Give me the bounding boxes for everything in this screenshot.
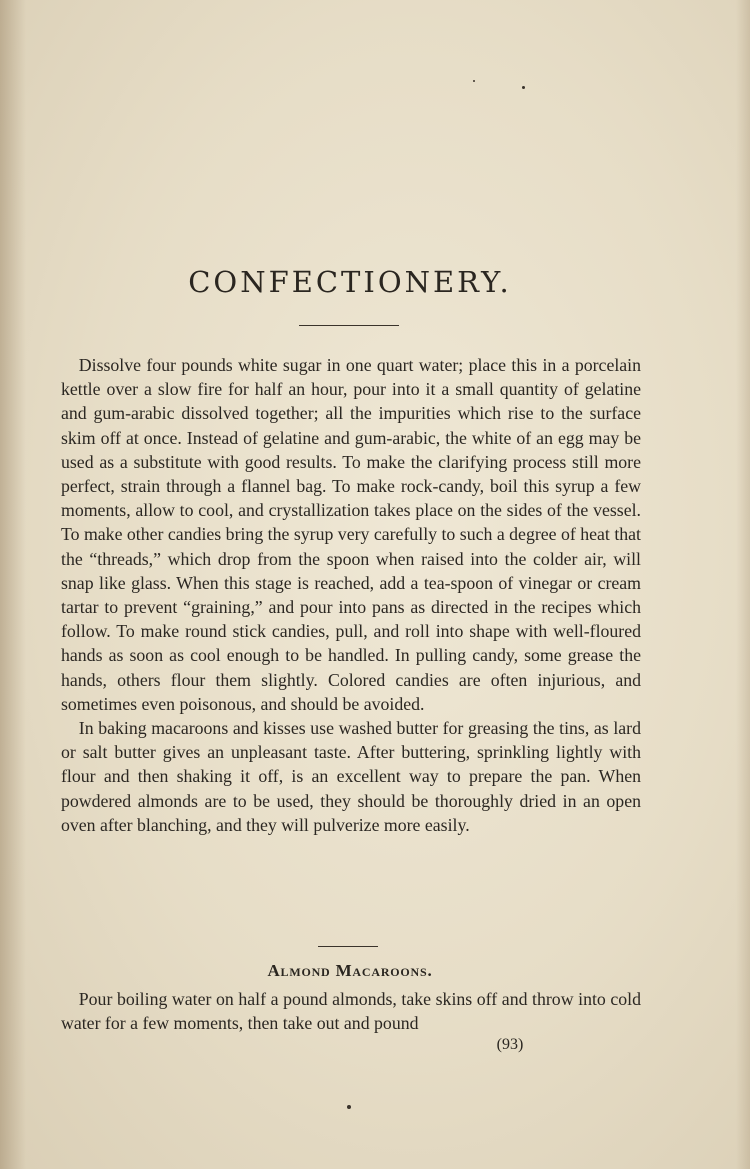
recipe-paragraph: Pour boiling water on half a pound almonds, take skins off and throw into cold water for a few moments, then take out and pound — [61, 989, 641, 1034]
ink-speck — [347, 1105, 351, 1109]
ink-speck — [473, 80, 475, 82]
paragraph-1: Dissolve four pounds white sugar in one quart water; place this in a porcelain kettle over a slow fire for half an hour, pour into it a small quantity of gelatine and gum-arabic dissolved together; all the impurities which rise to the surface skim off at once. Instead of gelatine and gum-arabic, the white of an egg may be used as a substitute with good results. To make the clarifying process still more perfect, strain through a flannel bag. To make rock-candy, boil this syrup a few moments, allow to cool, and crystallization takes place on the sides of the vessel. To make other candies bring the syrup very carefully to such a degree of heat that the “threads,” which drop from the spoon when raised into the colder air, will snap like glass. When this stage is reached, add a tea-spoon of vinegar or cream tartar to prevent “graining,” and pour into pans as directed in the recipes which follow. To make round stick candies, pull, and roll into shape with well-floured hands as soon as cool enough to be handled. In pulling candy, some grease the hands, others flour them slightly. Colored candies are often injurious, and sometimes even poisonous, and should be avoided. — [61, 355, 641, 714]
page-number: (93) — [496, 1036, 524, 1053]
ink-speck — [522, 86, 525, 89]
page-title: CONFECTIONERY. — [188, 265, 512, 299]
title-divider — [299, 325, 399, 326]
recipe-text-block — [61, 987, 641, 1035]
main-text — [61, 353, 641, 837]
paragraph-2: In baking macaroons and kisses use washed butter for greasing the tins, as lard or salt butter gives an unpleasant taste. After buttering, sprinkling lightly with flour and then shaking it off, is an excellent way to prepare the pan. When powdered almonds are to be used, they should be thoroughly dried in an open oven after blanching, and they will pulverize more easily. — [61, 718, 641, 835]
section-divider — [318, 946, 378, 947]
recipe-heading: Almond Macaroons. — [267, 961, 433, 980]
